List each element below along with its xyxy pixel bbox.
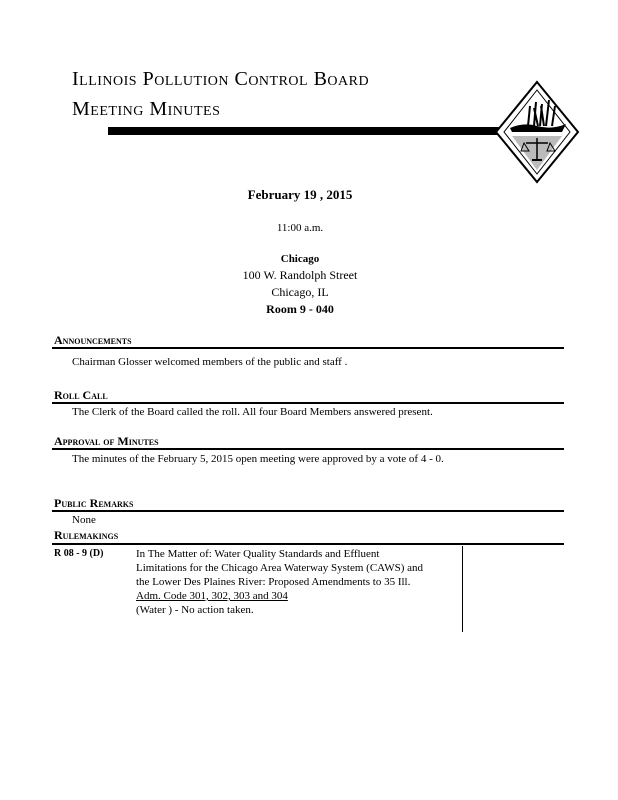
- rulemaking-action: (Water ) - No action taken.: [136, 604, 254, 616]
- announcements-text: Chairman Glosser welcomed members of the public and staff .: [72, 356, 348, 368]
- approval-heading: Approval of Minutes: [54, 434, 159, 448]
- roll-call-heading: Roll Call: [54, 388, 108, 402]
- public-remarks-text: None: [72, 514, 96, 526]
- section-divider: [52, 347, 564, 349]
- announcements-heading: Announcements: [54, 333, 132, 347]
- approval-text: The minutes of the February 5, 2015 open meeting were approved by a vote of 4 - 0.: [72, 453, 444, 465]
- case-number: R 08 - 9 (D): [54, 548, 104, 559]
- meeting-time: 11:00 a.m.: [276, 222, 324, 234]
- rulemakings-heading: Rulemakings: [54, 528, 119, 542]
- meeting-address: 100 W. Randolph Street: [242, 268, 358, 282]
- meeting-room: Room 9 - 040: [266, 302, 334, 316]
- board-title: Illinois Pollution Control Board: [72, 68, 370, 90]
- rulemaking-line: In The Matter of: Water Quality Standards and Effluent: [136, 548, 380, 560]
- rulemaking-line: Limitations for the Chicago Area Waterway System (CAWS) and: [136, 562, 424, 574]
- board-seal-logo: [494, 80, 580, 184]
- header-rule: [108, 127, 500, 135]
- rulemaking-line: the Lower Des Plaines River: Proposed Amendments to 35 Ill.: [136, 576, 411, 588]
- section-divider: [52, 448, 564, 450]
- column-divider: [462, 546, 463, 632]
- rulemaking-description: [136, 547, 452, 617]
- section-divider: [52, 543, 564, 545]
- meeting-date: February 19 , 2015: [247, 187, 353, 202]
- roll-call-text: The Clerk of the Board called the roll. All four Board Members answered present.: [72, 406, 433, 418]
- section-divider: [52, 510, 564, 512]
- section-divider: [52, 402, 564, 404]
- minutes-title: Meeting Minutes: [72, 98, 221, 120]
- rulemaking-citation: Adm. Code 301, 302, 303 and 304: [136, 590, 288, 602]
- meeting-city-state: Chicago, IL: [271, 285, 329, 299]
- public-remarks-heading: Public Remarks: [54, 496, 134, 510]
- meeting-city: Chicago: [280, 253, 320, 265]
